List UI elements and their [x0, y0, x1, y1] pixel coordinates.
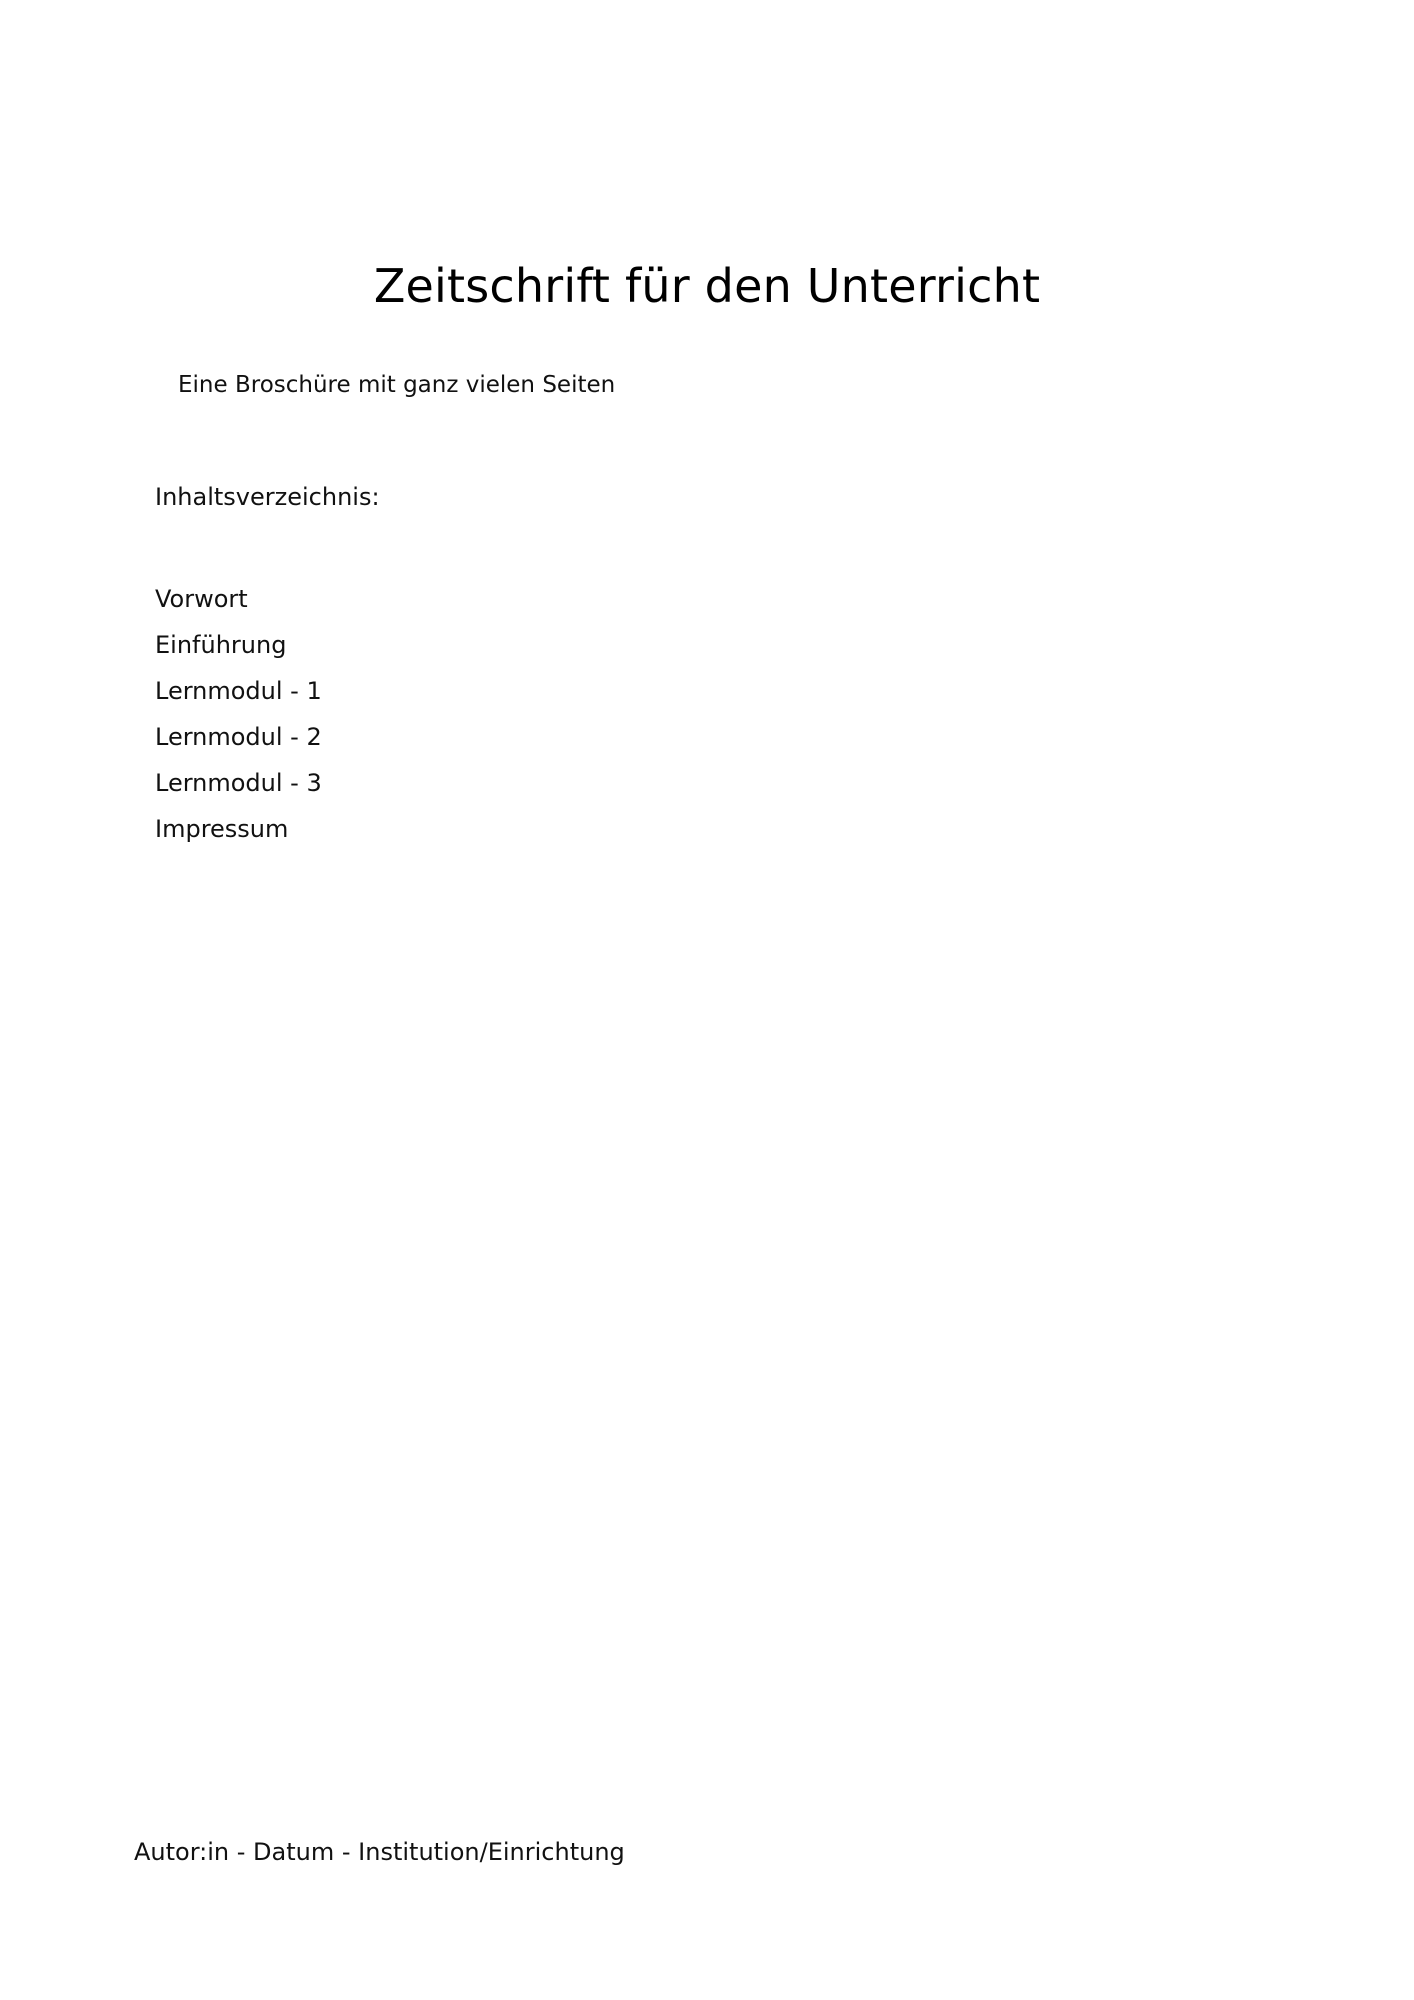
table-of-contents-list	[155, 576, 322, 852]
list-item: Lernmodul - 2	[155, 723, 322, 751]
list-item: Lernmodul - 1	[155, 677, 322, 705]
document-subtitle: Eine Broschüre mit ganz vielen Seiten	[178, 372, 616, 398]
list-item: Impressum	[155, 815, 289, 843]
page-title: Zeitschrift für den Unterricht	[373, 258, 1041, 313]
list-item: Lernmodul - 3	[155, 769, 322, 797]
document-footer: Autor:in - Datum - Institution/Einrichtung	[134, 1838, 625, 1866]
list-item: Vorwort	[155, 585, 248, 613]
list-item: Einführung	[155, 631, 287, 659]
table-of-contents-heading: Inhaltsverzeichnis:	[155, 483, 380, 511]
